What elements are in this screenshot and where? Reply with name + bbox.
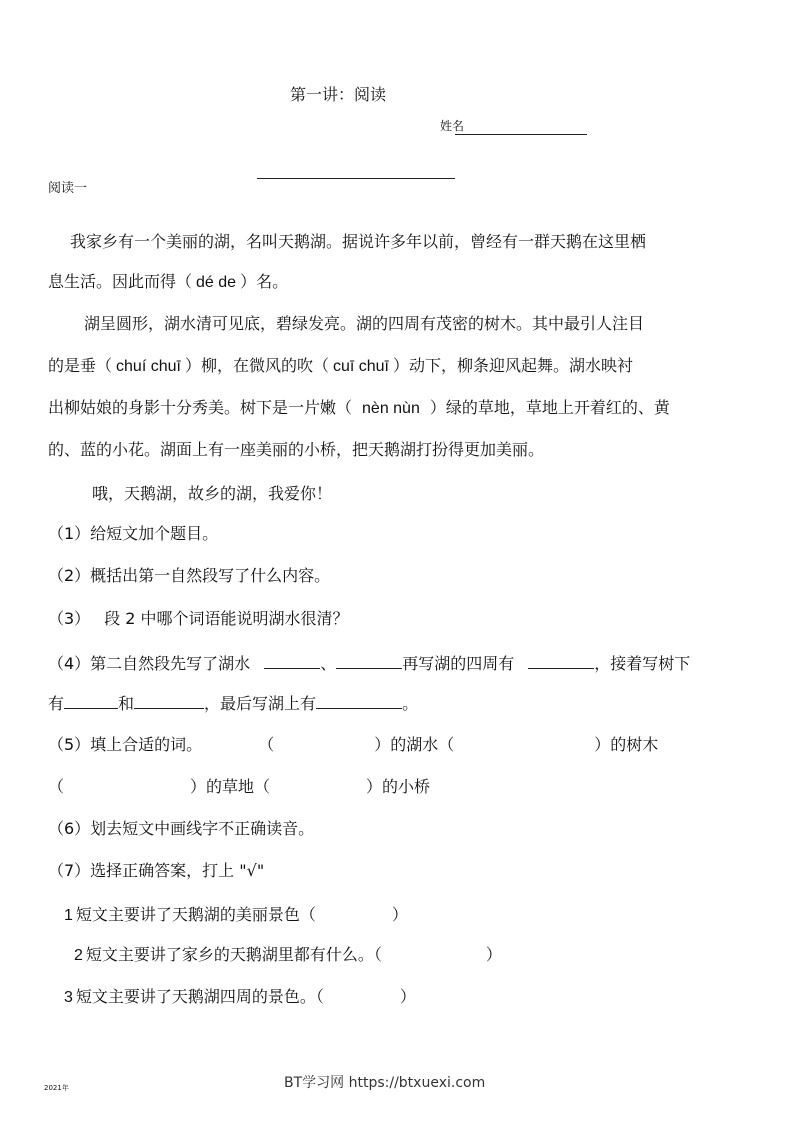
footer-watermark: BT学习网 https://btxuexi.com	[284, 1075, 486, 1091]
answer-blank[interactable]	[336, 654, 402, 669]
text-segment: ）的小桥	[366, 777, 431, 796]
option-text: 短文主要讲了天鹅湖四周的景色。（	[75, 987, 324, 1006]
question-1: （1）给短文加个题目。	[48, 524, 219, 543]
text-segment: ）的草地（	[190, 777, 271, 796]
question-5-line2	[48, 779, 430, 795]
text-segment: （	[266, 735, 275, 754]
question-6: （6）划去短文中画线字不正确读音。	[48, 819, 315, 838]
text-segment: ）名。	[240, 272, 289, 291]
text-segment: ，接着写树下	[594, 654, 691, 673]
text-segment: ，	[204, 694, 221, 713]
option-paren[interactable]: ）	[391, 905, 408, 924]
question-5-line1	[48, 737, 658, 753]
pinyin-options: chuí chuī	[116, 358, 181, 375]
question-7: （7）选择正确答案，打上 "√"	[48, 861, 265, 880]
passage-p2-line1: 湖呈圆形，湖水清可见底，碧绿发亮。湖的四周有茂密的树木。其中最引人注目	[84, 314, 645, 333]
page-title: 第一讲：阅读	[290, 85, 387, 104]
text-segment: 有	[48, 694, 65, 713]
passage-p1-line2	[48, 274, 288, 291]
answer-blank[interactable]	[316, 694, 402, 709]
text-segment: ）的树木	[594, 735, 659, 754]
option-number: 2	[74, 947, 83, 964]
title-underline	[257, 178, 455, 179]
answer-blank[interactable]	[264, 654, 320, 669]
option-paren[interactable]: ）	[399, 987, 416, 1006]
option-3	[64, 989, 416, 1006]
text-segment: ）柳，在微风的吹（	[184, 356, 329, 375]
passage-p2-line3	[48, 400, 670, 417]
question-2: （2）概括出第一自然段写了什么内容。	[48, 566, 331, 585]
passage-p2-line4: 的、蓝的小花。湖面上有一座美丽的小桥，把天鹅湖打扮得更加美丽。	[48, 440, 545, 459]
text-segment: ）绿的草地，草地上开着红的、黄	[429, 398, 670, 417]
text-segment: 最后写湖上有	[220, 694, 317, 713]
text-segment: 的是垂（	[48, 356, 113, 375]
question-text: （4）第二自然段先写了湖水	[48, 654, 251, 673]
text-segment: ）动下，柳条迎风起舞。湖水映衬	[393, 356, 634, 375]
question-4-line2	[48, 694, 418, 712]
question-text: （5）填上合适的词。	[48, 735, 203, 754]
section-title: 阅读一	[48, 181, 88, 196]
answer-blank[interactable]	[64, 694, 118, 709]
text-segment: 出柳姑娘的身影十分秀美。树下是一片嫩（	[48, 398, 353, 417]
text-segment: （	[48, 777, 65, 796]
text-segment: 、	[320, 654, 337, 673]
text-segment: ）的湖水（	[374, 735, 455, 754]
text-segment: 息生活。因此而得（	[48, 272, 193, 291]
option-2	[74, 947, 502, 964]
question-text: 段 2 中哪个词语能说明湖水很清？	[104, 609, 349, 628]
option-paren[interactable]: ）	[485, 945, 502, 964]
text-segment: 。	[402, 694, 419, 713]
footer-year: 2021年	[44, 1084, 69, 1092]
option-1	[64, 907, 408, 924]
question-number: （3）	[48, 609, 91, 628]
text-segment: 和	[118, 694, 135, 713]
pinyin-options: cuī chuī	[332, 358, 389, 375]
option-number: 3	[64, 989, 73, 1006]
passage-p2-line2	[48, 358, 633, 375]
name-label: 姓名	[440, 119, 465, 133]
text-segment: 再写湖的四周有	[402, 654, 515, 673]
answer-blank[interactable]	[528, 654, 594, 669]
option-text: 短文主要讲了家乡的天鹅湖里都有什么。（	[85, 945, 382, 964]
answer-blank[interactable]	[134, 694, 204, 709]
passage-p1-line1: 我家乡有一个美丽的湖，名叫天鹅湖。据说许多年以前，曾经有一群天鹅在这里栖	[70, 232, 647, 251]
pinyin-options: nèn nùn	[362, 400, 420, 417]
option-number: 1	[64, 907, 73, 924]
option-text: 短文主要讲了天鹅湖的美丽景色（	[75, 905, 316, 924]
name-blank-line	[455, 134, 587, 135]
question-4-line1	[48, 654, 690, 672]
question-3	[48, 611, 349, 627]
pinyin-options: dé de	[196, 274, 237, 291]
passage-p3: 哦，天鹅湖，故乡的湖，我爱你！	[92, 484, 333, 503]
